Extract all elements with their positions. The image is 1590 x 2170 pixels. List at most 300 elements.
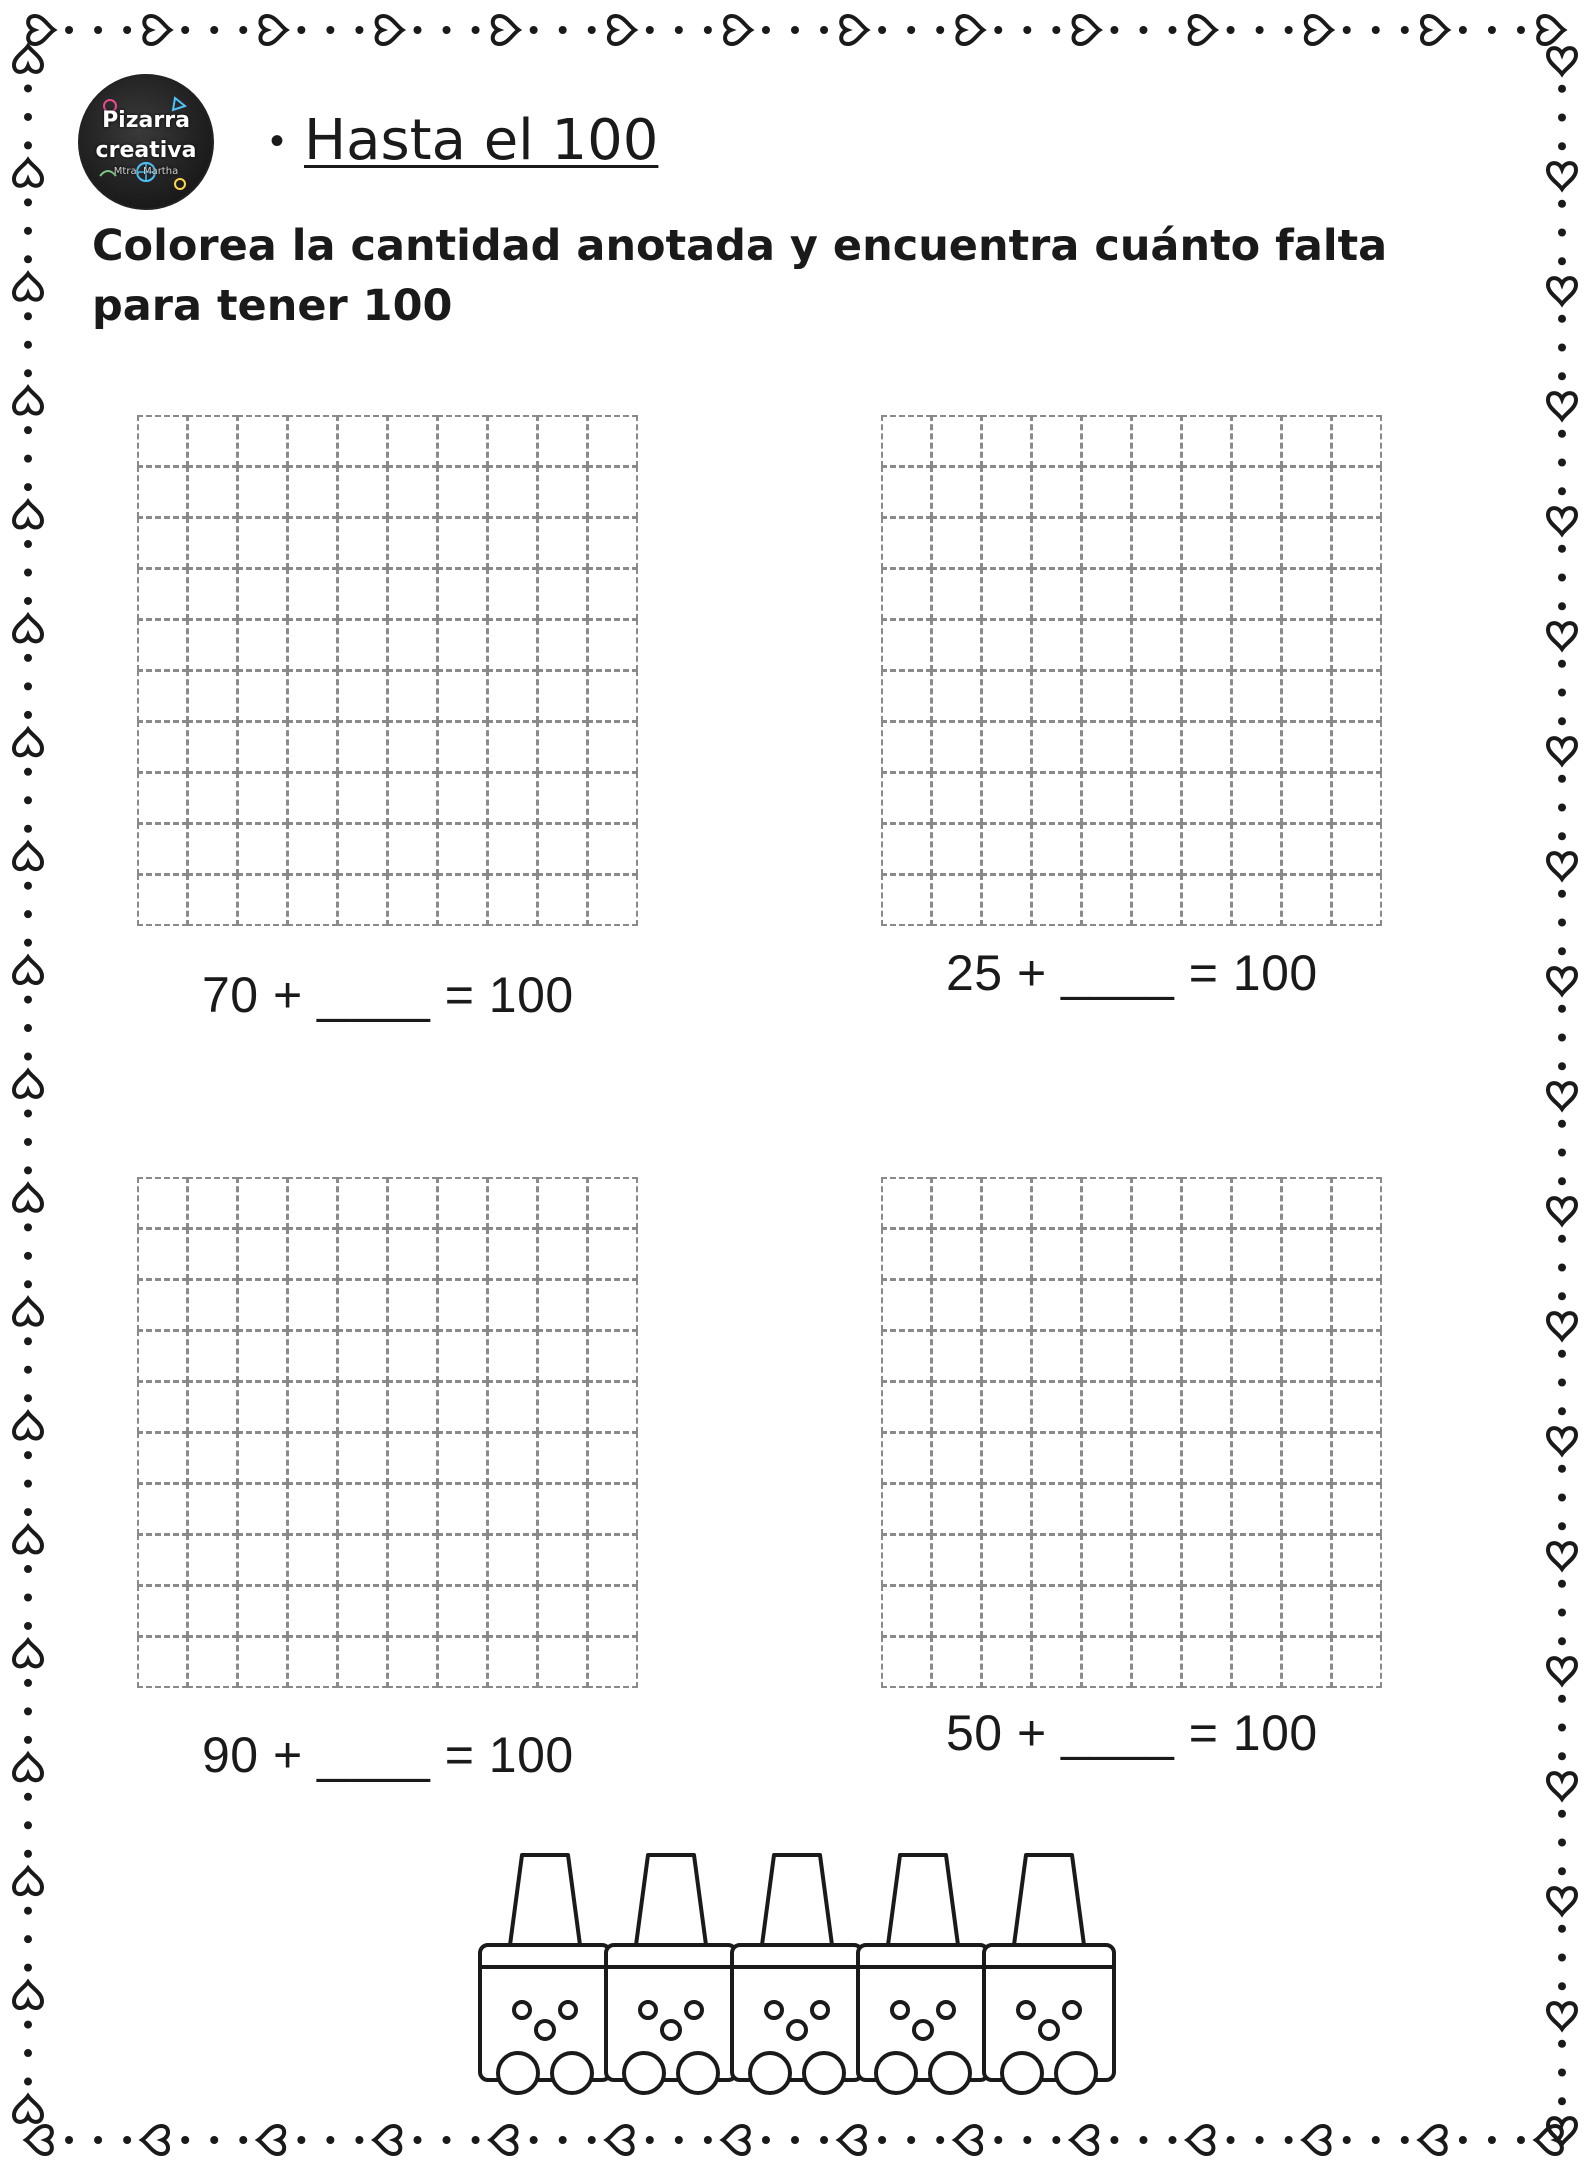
grid-cell[interactable] [487, 1177, 538, 1229]
grid-cell[interactable] [1281, 1432, 1332, 1484]
grid-cell[interactable] [187, 1330, 238, 1382]
grid-cell[interactable] [881, 1177, 932, 1229]
grid-cell[interactable] [881, 874, 932, 926]
grid-cell[interactable] [287, 1534, 338, 1586]
grid-cell[interactable] [1181, 1432, 1232, 1484]
grid-cell[interactable] [931, 874, 982, 926]
grid-cell[interactable] [437, 568, 488, 620]
grid-cell[interactable] [931, 1177, 982, 1229]
grid-cell[interactable] [1231, 670, 1282, 722]
grid-cell[interactable] [1081, 1432, 1132, 1484]
grid-cell[interactable] [1281, 823, 1332, 875]
grid-cell[interactable] [387, 466, 438, 518]
grid-cell[interactable] [981, 619, 1032, 671]
grid-cell[interactable] [187, 466, 238, 518]
grid-cell[interactable] [1281, 1228, 1332, 1280]
grid-cell[interactable] [337, 670, 388, 722]
grid-cell[interactable] [1031, 721, 1082, 773]
grid-cell[interactable] [237, 466, 288, 518]
grid-cell[interactable] [1131, 1330, 1182, 1382]
grid-cell[interactable] [931, 619, 982, 671]
grid-cell[interactable] [881, 1330, 932, 1382]
grid-cell[interactable] [487, 874, 538, 926]
grid-cell[interactable] [931, 517, 982, 569]
grid-cell[interactable] [337, 1330, 388, 1382]
grid-cell[interactable] [1081, 1483, 1132, 1535]
grid-cell[interactable] [187, 1279, 238, 1331]
grid-cell[interactable] [1231, 1432, 1282, 1484]
grid-cell[interactable] [1031, 1279, 1082, 1331]
grid-cell[interactable] [1181, 1585, 1232, 1637]
grid-cell[interactable] [1281, 1381, 1332, 1433]
grid-cell[interactable] [137, 1534, 188, 1586]
grid-cell[interactable] [287, 619, 338, 671]
grid-cell[interactable] [337, 1177, 388, 1229]
grid-cell[interactable] [1081, 721, 1132, 773]
grid-cell[interactable] [1331, 466, 1382, 518]
grid-cell[interactable] [287, 415, 338, 467]
grid-cell[interactable] [1031, 1228, 1082, 1280]
grid-cell[interactable] [881, 1585, 932, 1637]
grid-cell[interactable] [881, 517, 932, 569]
grid-cell[interactable] [1031, 1330, 1082, 1382]
grid-cell[interactable] [1231, 1636, 1282, 1688]
grid-cell[interactable] [387, 619, 438, 671]
grid-cell[interactable] [981, 1585, 1032, 1637]
grid-cell[interactable] [187, 670, 238, 722]
grid-cell[interactable] [1231, 568, 1282, 620]
grid-cell[interactable] [1331, 670, 1382, 722]
grid-cell[interactable] [1081, 1636, 1132, 1688]
grid-cell[interactable] [287, 1228, 338, 1280]
grid-cell[interactable] [487, 1228, 538, 1280]
grid-cell[interactable] [1281, 874, 1332, 926]
grid-cell[interactable] [587, 1228, 638, 1280]
grid-cell[interactable] [981, 670, 1032, 722]
grid-cell[interactable] [137, 874, 188, 926]
grid-cell[interactable] [137, 772, 188, 824]
grid-cell[interactable] [137, 1381, 188, 1433]
grid-cell[interactable] [237, 517, 288, 569]
grid-cell[interactable] [1031, 1636, 1082, 1688]
grid-cell[interactable] [187, 1483, 238, 1535]
grid-cell[interactable] [237, 1279, 288, 1331]
grid-cell[interactable] [387, 721, 438, 773]
grid-cell[interactable] [537, 1177, 588, 1229]
grid-cell[interactable] [537, 1534, 588, 1586]
equation-4[interactable]: 50 + ____ = 100 [946, 1705, 1318, 1761]
grid-cell[interactable] [387, 823, 438, 875]
grid-cell[interactable] [187, 517, 238, 569]
grid-cell[interactable] [287, 1636, 338, 1688]
grid-cell[interactable] [537, 1279, 588, 1331]
grid-cell[interactable] [1131, 823, 1182, 875]
grid-cell[interactable] [237, 568, 288, 620]
grid-cell[interactable] [981, 1177, 1032, 1229]
grid-cell[interactable] [1231, 517, 1282, 569]
grid-cell[interactable] [1081, 1381, 1132, 1433]
grid-cell[interactable] [237, 1636, 288, 1688]
grid-cell[interactable] [387, 1534, 438, 1586]
grid-cell[interactable] [237, 1432, 288, 1484]
grid-cell[interactable] [537, 1585, 588, 1637]
grid-cell[interactable] [237, 1330, 288, 1382]
grid-cell[interactable] [981, 568, 1032, 620]
grid-cell[interactable] [1331, 1177, 1382, 1229]
grid-cell[interactable] [387, 1432, 438, 1484]
grid-cell[interactable] [1031, 670, 1082, 722]
grid-cell[interactable] [437, 1228, 488, 1280]
grid-cell[interactable] [1281, 1279, 1332, 1331]
grid-cell[interactable] [437, 1483, 488, 1535]
grid-cell[interactable] [931, 1534, 982, 1586]
grid-cell[interactable] [981, 466, 1032, 518]
grid-cell[interactable] [981, 1483, 1032, 1535]
grid-cell[interactable] [387, 1381, 438, 1433]
grid-cell[interactable] [1231, 772, 1282, 824]
grid-cell[interactable] [931, 1279, 982, 1331]
grid-cell[interactable] [187, 415, 238, 467]
grid-cell[interactable] [1181, 874, 1232, 926]
grid-cell[interactable] [1231, 1534, 1282, 1586]
grid-cell[interactable] [187, 568, 238, 620]
grid-cell[interactable] [1031, 1483, 1082, 1535]
grid-cell[interactable] [881, 1483, 932, 1535]
grid-cell[interactable] [437, 619, 488, 671]
grid-cell[interactable] [1231, 1381, 1282, 1433]
grid-cell[interactable] [1031, 415, 1082, 467]
grid-cell[interactable] [237, 415, 288, 467]
grid-cell[interactable] [437, 1279, 488, 1331]
grid-cell[interactable] [1031, 1432, 1082, 1484]
grid-cell[interactable] [437, 1330, 488, 1382]
grid-cell[interactable] [487, 1534, 538, 1586]
grid-cell[interactable] [1331, 1636, 1382, 1688]
grid-cell[interactable] [287, 1483, 338, 1535]
grid-cell[interactable] [931, 1381, 982, 1433]
grid-cell[interactable] [1081, 1585, 1132, 1637]
grid-cell[interactable] [337, 619, 388, 671]
grid-cell[interactable] [487, 1381, 538, 1433]
grid-cell[interactable] [1331, 1330, 1382, 1382]
grid-cell[interactable] [931, 1585, 982, 1637]
grid-cell[interactable] [1031, 1534, 1082, 1586]
grid-cell[interactable] [1081, 1330, 1132, 1382]
grid-cell[interactable] [881, 1279, 932, 1331]
grid-cell[interactable] [1181, 721, 1232, 773]
grid-cell[interactable] [1081, 772, 1132, 824]
grid-cell[interactable] [1231, 1177, 1282, 1229]
grid-cell[interactable] [287, 466, 338, 518]
grid-cell[interactable] [1331, 1483, 1382, 1535]
grid-cell[interactable] [237, 1381, 288, 1433]
grid-cell[interactable] [1331, 415, 1382, 467]
grid-cell[interactable] [137, 721, 188, 773]
grid-cell[interactable] [487, 772, 538, 824]
grid-cell[interactable] [1231, 619, 1282, 671]
grid-cell[interactable] [1231, 415, 1282, 467]
grid-cell[interactable] [487, 568, 538, 620]
grid-cell[interactable] [1081, 415, 1132, 467]
grid-cell[interactable] [931, 1636, 982, 1688]
grid-cell[interactable] [881, 1381, 932, 1433]
grid-cell[interactable] [981, 517, 1032, 569]
grid-cell[interactable] [387, 670, 438, 722]
grid-cell[interactable] [1031, 466, 1082, 518]
grid-cell[interactable] [387, 772, 438, 824]
grid-cell[interactable] [387, 1177, 438, 1229]
grid-cell[interactable] [387, 415, 438, 467]
hundred-grid-3[interactable] [138, 1178, 638, 1688]
grid-cell[interactable] [1081, 1534, 1132, 1586]
grid-cell[interactable] [1181, 466, 1232, 518]
grid-cell[interactable] [1331, 1585, 1382, 1637]
grid-cell[interactable] [287, 1177, 338, 1229]
grid-cell[interactable] [187, 874, 238, 926]
grid-cell[interactable] [981, 823, 1032, 875]
grid-cell[interactable] [487, 1432, 538, 1484]
grid-cell[interactable] [881, 466, 932, 518]
grid-cell[interactable] [337, 874, 388, 926]
grid-cell[interactable] [1081, 568, 1132, 620]
grid-cell[interactable] [1281, 721, 1332, 773]
grid-cell[interactable] [881, 415, 932, 467]
grid-cell[interactable] [881, 772, 932, 824]
grid-cell[interactable] [387, 1483, 438, 1535]
grid-cell[interactable] [1031, 823, 1082, 875]
grid-cell[interactable] [981, 1330, 1032, 1382]
grid-cell[interactable] [881, 823, 932, 875]
grid-cell[interactable] [1031, 568, 1082, 620]
grid-cell[interactable] [387, 1636, 438, 1688]
grid-cell[interactable] [931, 823, 982, 875]
grid-cell[interactable] [1131, 1432, 1182, 1484]
grid-cell[interactable] [437, 874, 488, 926]
grid-cell[interactable] [537, 1228, 588, 1280]
grid-cell[interactable] [137, 1432, 188, 1484]
grid-cell[interactable] [881, 1228, 932, 1280]
grid-cell[interactable] [287, 874, 338, 926]
grid-cell[interactable] [187, 1585, 238, 1637]
grid-cell[interactable] [981, 1228, 1032, 1280]
grid-cell[interactable] [1031, 517, 1082, 569]
grid-cell[interactable] [1131, 1483, 1182, 1535]
grid-cell[interactable] [1181, 1534, 1232, 1586]
grid-cell[interactable] [931, 1228, 982, 1280]
grid-cell[interactable] [287, 1585, 338, 1637]
grid-cell[interactable] [237, 1534, 288, 1586]
grid-cell[interactable] [287, 1330, 338, 1382]
grid-cell[interactable] [137, 823, 188, 875]
grid-cell[interactable] [931, 1330, 982, 1382]
grid-cell[interactable] [487, 1330, 538, 1382]
grid-cell[interactable] [587, 721, 638, 773]
grid-cell[interactable] [537, 670, 588, 722]
grid-cell[interactable] [437, 1534, 488, 1586]
grid-cell[interactable] [1181, 568, 1232, 620]
grid-cell[interactable] [1131, 721, 1182, 773]
grid-cell[interactable] [137, 1279, 188, 1331]
grid-cell[interactable] [1131, 874, 1182, 926]
grid-cell[interactable] [881, 619, 932, 671]
grid-cell[interactable] [337, 772, 388, 824]
grid-cell[interactable] [931, 772, 982, 824]
grid-cell[interactable] [981, 772, 1032, 824]
grid-cell[interactable] [587, 1534, 638, 1586]
equation-2[interactable]: 25 + ____ = 100 [946, 945, 1318, 1001]
grid-cell[interactable] [337, 466, 388, 518]
grid-cell[interactable] [387, 1228, 438, 1280]
grid-cell[interactable] [1081, 1177, 1132, 1229]
grid-cell[interactable] [981, 1279, 1032, 1331]
grid-cell[interactable] [537, 1432, 588, 1484]
grid-cell[interactable] [337, 568, 388, 620]
grid-cell[interactable] [1181, 517, 1232, 569]
grid-cell[interactable] [1131, 1279, 1182, 1331]
grid-cell[interactable] [537, 823, 588, 875]
grid-cell[interactable] [1131, 1636, 1182, 1688]
grid-cell[interactable] [1231, 1279, 1282, 1331]
equation-1[interactable]: 70 + ____ = 100 [202, 967, 574, 1023]
grid-cell[interactable] [1331, 823, 1382, 875]
grid-cell[interactable] [981, 721, 1032, 773]
grid-cell[interactable] [931, 670, 982, 722]
grid-cell[interactable] [337, 1585, 388, 1637]
grid-cell[interactable] [1181, 1177, 1232, 1229]
grid-cell[interactable] [137, 517, 188, 569]
grid-cell[interactable] [1331, 874, 1382, 926]
grid-cell[interactable] [587, 1330, 638, 1382]
grid-cell[interactable] [287, 517, 338, 569]
grid-cell[interactable] [137, 1228, 188, 1280]
grid-cell[interactable] [437, 721, 488, 773]
grid-cell[interactable] [187, 619, 238, 671]
grid-cell[interactable] [237, 772, 288, 824]
grid-cell[interactable] [1181, 823, 1232, 875]
grid-cell[interactable] [1231, 1585, 1282, 1637]
grid-cell[interactable] [487, 1585, 538, 1637]
grid-cell[interactable] [1081, 466, 1132, 518]
grid-cell[interactable] [437, 1585, 488, 1637]
grid-cell[interactable] [881, 568, 932, 620]
grid-cell[interactable] [387, 874, 438, 926]
grid-cell[interactable] [1131, 466, 1182, 518]
grid-cell[interactable] [1131, 415, 1182, 467]
grid-cell[interactable] [287, 772, 338, 824]
grid-cell[interactable] [931, 1432, 982, 1484]
grid-cell[interactable] [337, 1381, 388, 1433]
grid-cell[interactable] [1331, 1279, 1382, 1331]
grid-cell[interactable] [981, 874, 1032, 926]
grid-cell[interactable] [137, 415, 188, 467]
grid-cell[interactable] [337, 1534, 388, 1586]
grid-cell[interactable] [537, 1636, 588, 1688]
grid-cell[interactable] [437, 466, 488, 518]
grid-cell[interactable] [1131, 1534, 1182, 1586]
grid-cell[interactable] [237, 874, 288, 926]
grid-cell[interactable] [587, 874, 638, 926]
grid-cell[interactable] [287, 721, 338, 773]
grid-cell[interactable] [1031, 1381, 1082, 1433]
grid-cell[interactable] [137, 568, 188, 620]
grid-cell[interactable] [1281, 1177, 1332, 1229]
grid-cell[interactable] [1331, 1534, 1382, 1586]
grid-cell[interactable] [1181, 1330, 1232, 1382]
grid-cell[interactable] [287, 823, 338, 875]
grid-cell[interactable] [1081, 874, 1132, 926]
grid-cell[interactable] [537, 568, 588, 620]
grid-cell[interactable] [1181, 1381, 1232, 1433]
grid-cell[interactable] [487, 670, 538, 722]
grid-cell[interactable] [387, 1585, 438, 1637]
grid-cell[interactable] [1331, 1381, 1382, 1433]
grid-cell[interactable] [1281, 772, 1332, 824]
grid-cell[interactable] [1281, 1534, 1332, 1586]
grid-cell[interactable] [487, 1636, 538, 1688]
grid-cell[interactable] [587, 772, 638, 824]
grid-cell[interactable] [437, 772, 488, 824]
grid-cell[interactable] [187, 1432, 238, 1484]
grid-cell[interactable] [1131, 568, 1182, 620]
grid-cell[interactable] [931, 415, 982, 467]
grid-cell[interactable] [587, 466, 638, 518]
grid-cell[interactable] [1131, 1381, 1182, 1433]
grid-cell[interactable] [881, 1534, 932, 1586]
grid-cell[interactable] [287, 568, 338, 620]
grid-cell[interactable] [287, 670, 338, 722]
grid-cell[interactable] [981, 1381, 1032, 1433]
grid-cell[interactable] [387, 1279, 438, 1331]
grid-cell[interactable] [931, 1483, 982, 1535]
grid-cell[interactable] [487, 466, 538, 518]
grid-cell[interactable] [587, 568, 638, 620]
grid-cell[interactable] [1331, 772, 1382, 824]
grid-cell[interactable] [137, 670, 188, 722]
grid-cell[interactable] [387, 1330, 438, 1382]
grid-cell[interactable] [931, 568, 982, 620]
grid-cell[interactable] [1131, 1177, 1182, 1229]
hundred-grid-4[interactable] [882, 1178, 1382, 1688]
grid-cell[interactable] [237, 721, 288, 773]
grid-cell[interactable] [1031, 1585, 1082, 1637]
grid-cell[interactable] [1231, 1483, 1282, 1535]
grid-cell[interactable] [387, 568, 438, 620]
grid-cell[interactable] [237, 823, 288, 875]
grid-cell[interactable] [1231, 721, 1282, 773]
grid-cell[interactable] [981, 1534, 1032, 1586]
grid-cell[interactable] [1181, 1483, 1232, 1535]
grid-cell[interactable] [437, 517, 488, 569]
grid-cell[interactable] [387, 517, 438, 569]
grid-cell[interactable] [1131, 619, 1182, 671]
grid-cell[interactable] [1281, 466, 1332, 518]
grid-cell[interactable] [1281, 619, 1332, 671]
grid-cell[interactable] [1031, 1177, 1082, 1229]
grid-cell[interactable] [1331, 1432, 1382, 1484]
grid-cell[interactable] [587, 1483, 638, 1535]
grid-cell[interactable] [337, 517, 388, 569]
grid-cell[interactable] [1031, 619, 1082, 671]
grid-cell[interactable] [137, 1585, 188, 1637]
grid-cell[interactable] [237, 670, 288, 722]
grid-cell[interactable] [931, 721, 982, 773]
grid-cell[interactable] [437, 823, 488, 875]
grid-cell[interactable] [1281, 1636, 1332, 1688]
grid-cell[interactable] [287, 1432, 338, 1484]
grid-cell[interactable] [1281, 415, 1332, 467]
grid-cell[interactable] [487, 517, 538, 569]
grid-cell[interactable] [1281, 1483, 1332, 1535]
